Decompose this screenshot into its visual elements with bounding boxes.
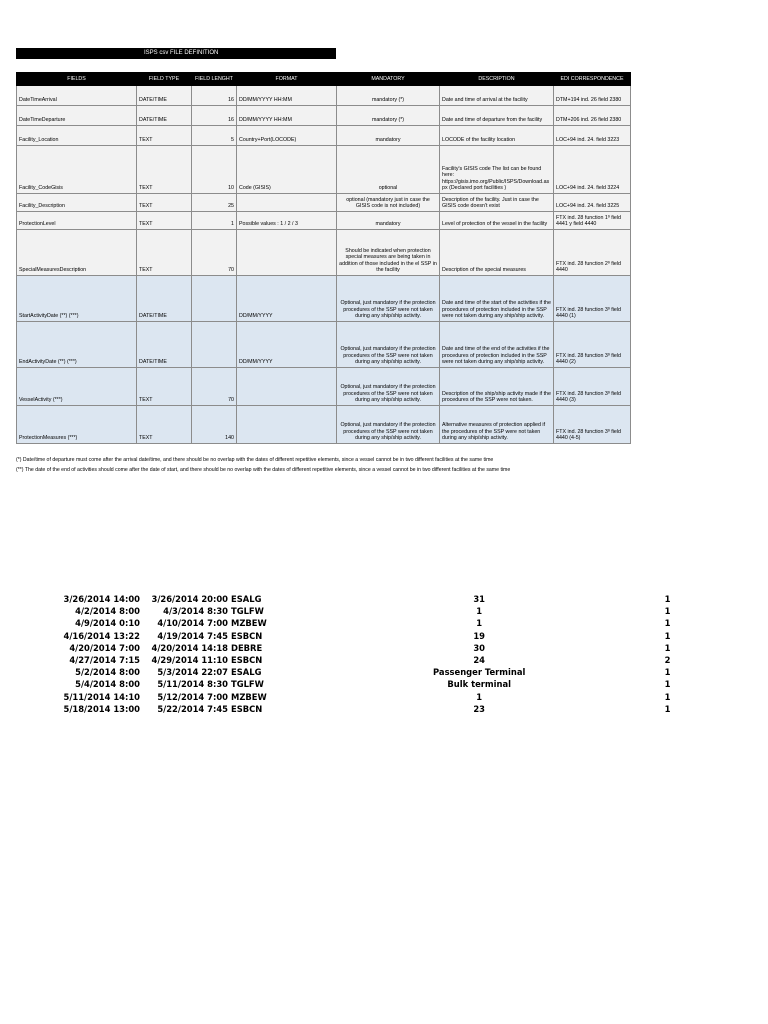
- cell-mandatory: optional (mandatory just in case the GISIS code is not included): [337, 194, 440, 212]
- footnote-activity-dates: (**) The date of the end of activities should come after the date of start, and there should be no overlap with the dates of different repetitive elements, since a vessel cannot be in two different facilities at the same time: [16, 467, 511, 473]
- cell-format: DD/MM/YYYY: [237, 322, 337, 368]
- departure-cell: 3/26/2014 20:00: [151, 594, 228, 605]
- cell-edi: FTX ind. 28 function 3º field 4440 (2): [554, 322, 631, 368]
- cell-description: Date and time of the end of the activities if the procedures of protection included in the SSP were not taken during any ship/ship activity.: [440, 322, 554, 368]
- cell-field: VesselActivity (***): [17, 368, 137, 406]
- col-header-field-length: FIELD LENGHT: [192, 73, 237, 86]
- cell-description: Date and time of arrival at the facility: [440, 86, 554, 106]
- table-row: [17, 146, 631, 194]
- facility-cell: 24: [473, 655, 486, 666]
- cell-mandatory: Optional, just mandatory if the protection procedures of the SSP were not taken during any ship/ship activity.: [337, 368, 440, 406]
- cell-mandatory: optional: [337, 146, 440, 194]
- departure-cell: 4/3/2014 8:30: [163, 606, 228, 617]
- cell-type: TEXT: [137, 194, 192, 212]
- level-cell: 1: [664, 703, 671, 714]
- cell-field: Facility_Description: [17, 194, 137, 212]
- arrival-cell: 4/16/2014 13:22: [63, 630, 140, 641]
- departure-cell: 5/11/2014 8:30: [157, 679, 228, 690]
- level-cell: 2: [664, 655, 671, 666]
- arrival-cell: 4/20/2014 7:00: [69, 642, 140, 653]
- cell-length: 70: [192, 230, 237, 276]
- cell-mandatory: Optional, just mandatory if the protection procedures of the SSP were not taken during any ship/ship activity.: [337, 406, 440, 444]
- cell-type: DATE/TIME: [137, 322, 192, 368]
- level-cell: 1: [664, 667, 671, 678]
- table-row: [17, 106, 631, 126]
- cell-length: 25: [192, 194, 237, 212]
- level-cell: 1: [664, 606, 671, 617]
- cell-field: ProtectionMeasures (***): [17, 406, 137, 444]
- location-cell: TGLFW: [231, 679, 264, 690]
- level-cell: 1: [664, 691, 671, 702]
- data-row: [56, 666, 670, 678]
- table-row: [17, 230, 631, 276]
- cell-description: Description of the special measures: [440, 230, 554, 276]
- cell-description: Description of the ship/ship activity made if the procedures of the SSP were not taken.: [440, 368, 554, 406]
- cell-description: Level of protection of the vessel in the facility: [440, 212, 554, 230]
- location-cell: TGLFW: [231, 606, 264, 617]
- departure-cell: 4/10/2014 7:00: [157, 618, 228, 629]
- cell-length: 1: [192, 212, 237, 230]
- location-cell: ESALG: [231, 594, 262, 605]
- cell-edi: FTX ind. 28 function 3º field 4440 (4-5): [554, 406, 631, 444]
- cell-length: 140: [192, 406, 237, 444]
- facility-cell: 30: [473, 642, 486, 653]
- data-row: [56, 703, 670, 715]
- cell-type: TEXT: [137, 230, 192, 276]
- cell-field: DateTimeArrival: [17, 86, 137, 106]
- table-row: [17, 276, 631, 322]
- level-cell: 1: [664, 642, 671, 653]
- location-cell: MZBEW: [231, 691, 267, 702]
- location-cell: ESBCN: [231, 655, 263, 666]
- cell-edi: LOC+94 ind. 24. field 3225: [554, 194, 631, 212]
- departure-cell: 5/22/2014 7:45: [157, 703, 228, 714]
- col-header-fields: FIELDS: [17, 73, 137, 86]
- facility-cell: 23: [473, 703, 486, 714]
- arrival-cell: 5/18/2014 13:00: [63, 703, 140, 714]
- cell-mandatory: mandatory: [337, 212, 440, 230]
- arrival-cell: 3/26/2014 14:00: [63, 594, 140, 605]
- cell-format: DD/MM/YYYY HH:MM: [237, 86, 337, 106]
- level-cell: 1: [664, 630, 671, 641]
- definition-table: [16, 72, 631, 444]
- facility-cell: 1: [476, 691, 483, 702]
- cell-format: [237, 368, 337, 406]
- cell-description: Description of the facility. Just in case the GISIS code doesn't exist: [440, 194, 554, 212]
- location-cell: DEBRE: [231, 642, 263, 653]
- data-row: [56, 593, 670, 605]
- data-row: [56, 678, 670, 690]
- cell-type: DATE/TIME: [137, 106, 192, 126]
- facility-cell: 1: [476, 606, 483, 617]
- level-cell: 1: [664, 618, 671, 629]
- cell-description: Date and time of the start of the activities if the procedures of protection included in the SSP were not taken during any ship/ship activity.: [440, 276, 554, 322]
- table-row: [17, 406, 631, 444]
- location-cell: ESALG: [231, 667, 262, 678]
- cell-field: ProtectionLevel: [17, 212, 137, 230]
- cell-type: TEXT: [137, 126, 192, 146]
- facility-cell: Passenger Terminal: [433, 667, 526, 678]
- cell-type: TEXT: [137, 368, 192, 406]
- cell-format: Country+Port(LOCODE): [237, 126, 337, 146]
- cell-length: 16: [192, 106, 237, 126]
- cell-description: Alternative measures of protection applied if the procedures of the SSP were not taken during any ship/ship activity.: [440, 406, 554, 444]
- col-header-format: FORMAT: [237, 73, 337, 86]
- cell-edi: FTX ind. 28 function 2º field 4440: [554, 230, 631, 276]
- cell-format: [237, 230, 337, 276]
- cell-length: 70: [192, 368, 237, 406]
- cell-description: Date and time of departure from the facility: [440, 106, 554, 126]
- cell-type: TEXT: [137, 406, 192, 444]
- cell-format: Code (GISIS): [237, 146, 337, 194]
- arrival-cell: 5/4/2014 8:00: [75, 679, 140, 690]
- cell-field: SpecialMeasuresDescription: [17, 230, 137, 276]
- arrival-cell: 4/2/2014 8:00: [75, 606, 140, 617]
- cell-field: EndActivityDate (**) (***): [17, 322, 137, 368]
- cell-format: DD/MM/YYYY: [237, 276, 337, 322]
- cell-length: [192, 322, 237, 368]
- col-header-edi: EDI CORRESPONDENCE: [554, 73, 631, 86]
- table-row: [17, 322, 631, 368]
- cell-field: StartActivityDate (**) (***): [17, 276, 137, 322]
- cell-edi: FTX ind. 28 function 1º field 4441 y field 4440: [554, 212, 631, 230]
- location-cell: ESBCN: [231, 630, 263, 641]
- data-row: [56, 630, 670, 642]
- sample-data-table: [56, 593, 670, 715]
- cell-edi: FTX ind. 28 function 3º field 4440 (3): [554, 368, 631, 406]
- footnote-arrival-departure: (*) Date/time of departure must come after the arrival date/time, and there should be no overlap with the dates of different repetitive elements, since a vessel cannot be in two different facilities at the same time: [16, 457, 494, 463]
- cell-edi: LOC+94 ind. 24. field 3223: [554, 126, 631, 146]
- cell-type: DATE/TIME: [137, 276, 192, 322]
- col-header-description: DESCRIPTION: [440, 73, 554, 86]
- cell-mandatory: Should be indicated when protection special measures are being taken in addition of those included in the el SSP in the facility: [337, 230, 440, 276]
- cell-mandatory: mandatory: [337, 126, 440, 146]
- cell-mandatory: Optional, just mandatory if the protection procedures of the SSP were not taken during any ship/ship activity.: [337, 322, 440, 368]
- data-row: [56, 617, 670, 629]
- facility-cell: Bulk terminal: [447, 679, 511, 690]
- cell-field: DateTimeDeparture: [17, 106, 137, 126]
- col-header-field-type: FIELD TYPE: [137, 73, 192, 86]
- departure-cell: 5/12/2014 7:00: [157, 691, 228, 702]
- table-row: [17, 194, 631, 212]
- data-row: [56, 654, 670, 666]
- cell-length: 16: [192, 86, 237, 106]
- facility-cell: 31: [473, 594, 486, 605]
- footnotes: [16, 455, 756, 475]
- arrival-cell: 5/11/2014 14:10: [63, 691, 140, 702]
- cell-description: LOCODE of the facility location: [440, 126, 554, 146]
- cell-field: Facility_CodeGisis: [17, 146, 137, 194]
- cell-edi: DTM+194 ind. 26 field 2380: [554, 86, 631, 106]
- location-cell: MZBEW: [231, 618, 267, 629]
- cell-type: TEXT: [137, 212, 192, 230]
- sheet-title: ISPS csv FILE DEFINITION: [16, 48, 336, 59]
- data-row: [56, 691, 670, 703]
- col-header-mandatory: MANDATORY: [337, 73, 440, 86]
- data-row: [56, 605, 670, 617]
- data-row: [56, 642, 670, 654]
- arrival-cell: 5/2/2014 8:00: [75, 667, 140, 678]
- cell-description: Facility's GISIS code The list can be found here: https://gisis.imo.org/Public/ISPS/Download.aspx (Declared port facilities ): [440, 146, 554, 194]
- cell-type: TEXT: [137, 146, 192, 194]
- departure-cell: 4/20/2014 14:18: [151, 642, 228, 653]
- cell-length: [192, 276, 237, 322]
- level-cell: 1: [664, 594, 671, 605]
- departure-cell: 4/29/2014 11:10: [151, 655, 228, 666]
- table-row: [17, 86, 631, 106]
- cell-length: 5: [192, 126, 237, 146]
- facility-cell: 19: [473, 630, 486, 641]
- departure-cell: 5/3/2014 22:07: [157, 667, 228, 678]
- arrival-cell: 4/9/2014 0:10: [75, 618, 140, 629]
- cell-type: DATE/TIME: [137, 86, 192, 106]
- facility-cell: 1: [476, 618, 483, 629]
- cell-field: Facility_Location: [17, 126, 137, 146]
- header-row: [17, 73, 631, 86]
- cell-mandatory: mandatory (*): [337, 86, 440, 106]
- cell-format: DD/MM/YYYY HH:MM: [237, 106, 337, 126]
- cell-format: Possible values : 1 / 2 / 3: [237, 212, 337, 230]
- cell-edi: LOC+94 ind. 24. field 3224: [554, 146, 631, 194]
- table-row: [17, 368, 631, 406]
- cell-mandatory: Optional, just mandatory if the protection procedures of the SSP were not taken during any ship/ship activity.: [337, 276, 440, 322]
- departure-cell: 4/19/2014 7:45: [157, 630, 228, 641]
- cell-format: [237, 194, 337, 212]
- level-cell: 1: [664, 679, 671, 690]
- table-row: [17, 212, 631, 230]
- table-row: [17, 126, 631, 146]
- location-cell: ESBCN: [231, 703, 263, 714]
- cell-format: [237, 406, 337, 444]
- cell-edi: DTM+206 ind. 26 field 2380: [554, 106, 631, 126]
- cell-edi: FTX ind. 28 function 3º field 4440 (1): [554, 276, 631, 322]
- cell-length: 10: [192, 146, 237, 194]
- cell-mandatory: mandatory (*): [337, 106, 440, 126]
- arrival-cell: 4/27/2014 7:15: [69, 655, 140, 666]
